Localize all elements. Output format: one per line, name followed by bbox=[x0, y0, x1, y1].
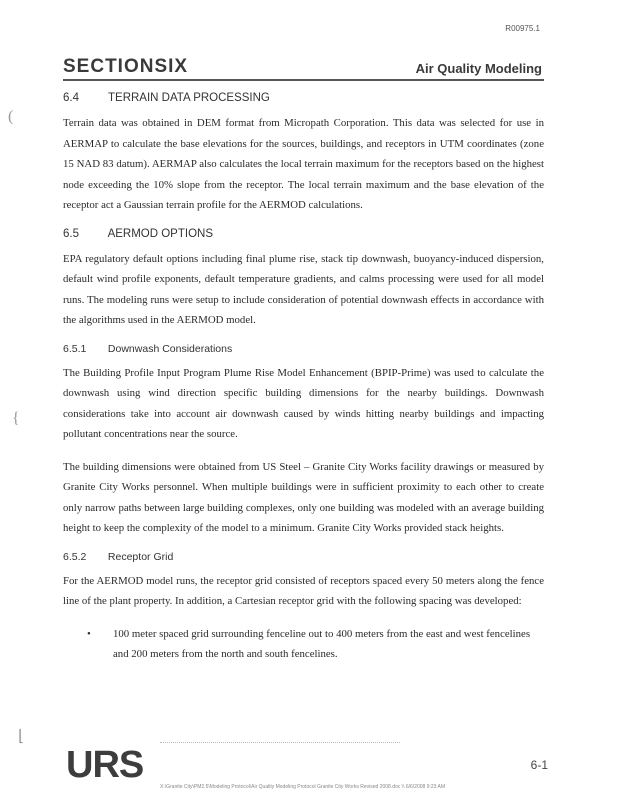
subsection-number: 6.5.1 bbox=[63, 342, 87, 355]
downwash-paragraph-1: The Building Profile Input Program Plume Rise Model Enhancement (BPIP-Prime) was used to calculate the downwash using wind direction specific building dimensions for the nearby buildings. Downwash considerations take into account air downwash caused by winds hitting nearby buildings and impacting pollutant concentrations near the source. bbox=[63, 366, 544, 440]
subsection-number: 6.5.2 bbox=[63, 550, 87, 563]
section-label: SECTIONSIX bbox=[63, 56, 189, 77]
subsection-title: Downwash Considerations bbox=[107, 342, 233, 355]
header-rule bbox=[63, 79, 544, 81]
document-body bbox=[63, 92, 544, 665]
receptor-grid-paragraph: For the AERMOD model runs, the receptor grid consisted of receptors spaced every 50 meters along the fence line of the plant property. In addition, a Cartesian receptor grid with the following spacing was developed: bbox=[63, 574, 544, 607]
header-title: Air Quality Modeling bbox=[415, 61, 542, 76]
section-heading-6-4 bbox=[63, 92, 544, 104]
page-number: 6-1 bbox=[530, 758, 548, 772]
footer-file-path: X:\Granite City\PM2.5\Modeling Protocol\Air Quality Modeling Protocol Granite City Works Revised 2008.doc \\ 6/6/2008 9:23 AM bbox=[160, 784, 446, 790]
list-item bbox=[87, 624, 544, 665]
downwash-paragraph-2: The building dimensions were obtained from US Steel – Granite City Works facility drawings or measured by Granite City Works personnel. When multiple buildings were in sufficient proximity to each other to create only narrow paths between large building complexes, only one building was modeled with an average building height to keep the complexity of the model to a minimum. Granite City Works provided stack heights. bbox=[63, 460, 544, 534]
margin-bracket-mark: ⌊ bbox=[18, 728, 25, 745]
subsection-title: Receptor Grid bbox=[107, 550, 174, 563]
aermod-options-paragraph: EPA regulatory default options including final plume rise, stack tip downwash, buoyancy-induced dispersion, default wind profile exponents, default temperature gradients, and calms processing were used for all model runs. The modeling runs were setup to include consideration of potential downwash effects in accordance with the algorithms used in the AERMOD model. bbox=[63, 252, 544, 326]
urs-logo: URS bbox=[66, 744, 144, 786]
list-item-text: 100 meter spaced grid surrounding fenceline out to 400 meters from the east and west fencelines and 200 meters from the north and south fencelines. bbox=[113, 627, 531, 660]
margin-bracket-mark: ( bbox=[8, 108, 14, 125]
footer-rule bbox=[160, 742, 400, 743]
receptor-grid-list bbox=[63, 624, 544, 665]
terrain-paragraph: Terrain data was obtained in DEM format from Micropath Corporation. This data was selected for use in AERMAP to calculate the base elevations for the sources, buildings, and receptors in UTM coordinates (zone 15 NAD 83 datum). AERMAP also calculates the local terrain maximum for the receptors based on the highest node exceeding the 10% slope from the receptor. The local terrain maximum and the base elevation of the receptor act a Gaussian terrain profile for the AERMOD calculations. bbox=[63, 117, 544, 211]
section-number: 6.4 bbox=[63, 92, 79, 104]
section-title: TERRAIN DATA PROCESSING bbox=[108, 92, 270, 104]
subsection-heading-6-5-2 bbox=[63, 551, 544, 563]
margin-bracket-mark: { bbox=[12, 410, 20, 427]
section-number: 6.5 bbox=[63, 227, 79, 240]
subsection-heading-6-5-1 bbox=[63, 343, 544, 355]
section-heading-6-5 bbox=[63, 228, 544, 240]
page-id: R00975.1 bbox=[505, 24, 540, 33]
bullet-icon: • bbox=[87, 627, 91, 640]
section-title: AERMOD OPTIONS bbox=[107, 227, 213, 240]
